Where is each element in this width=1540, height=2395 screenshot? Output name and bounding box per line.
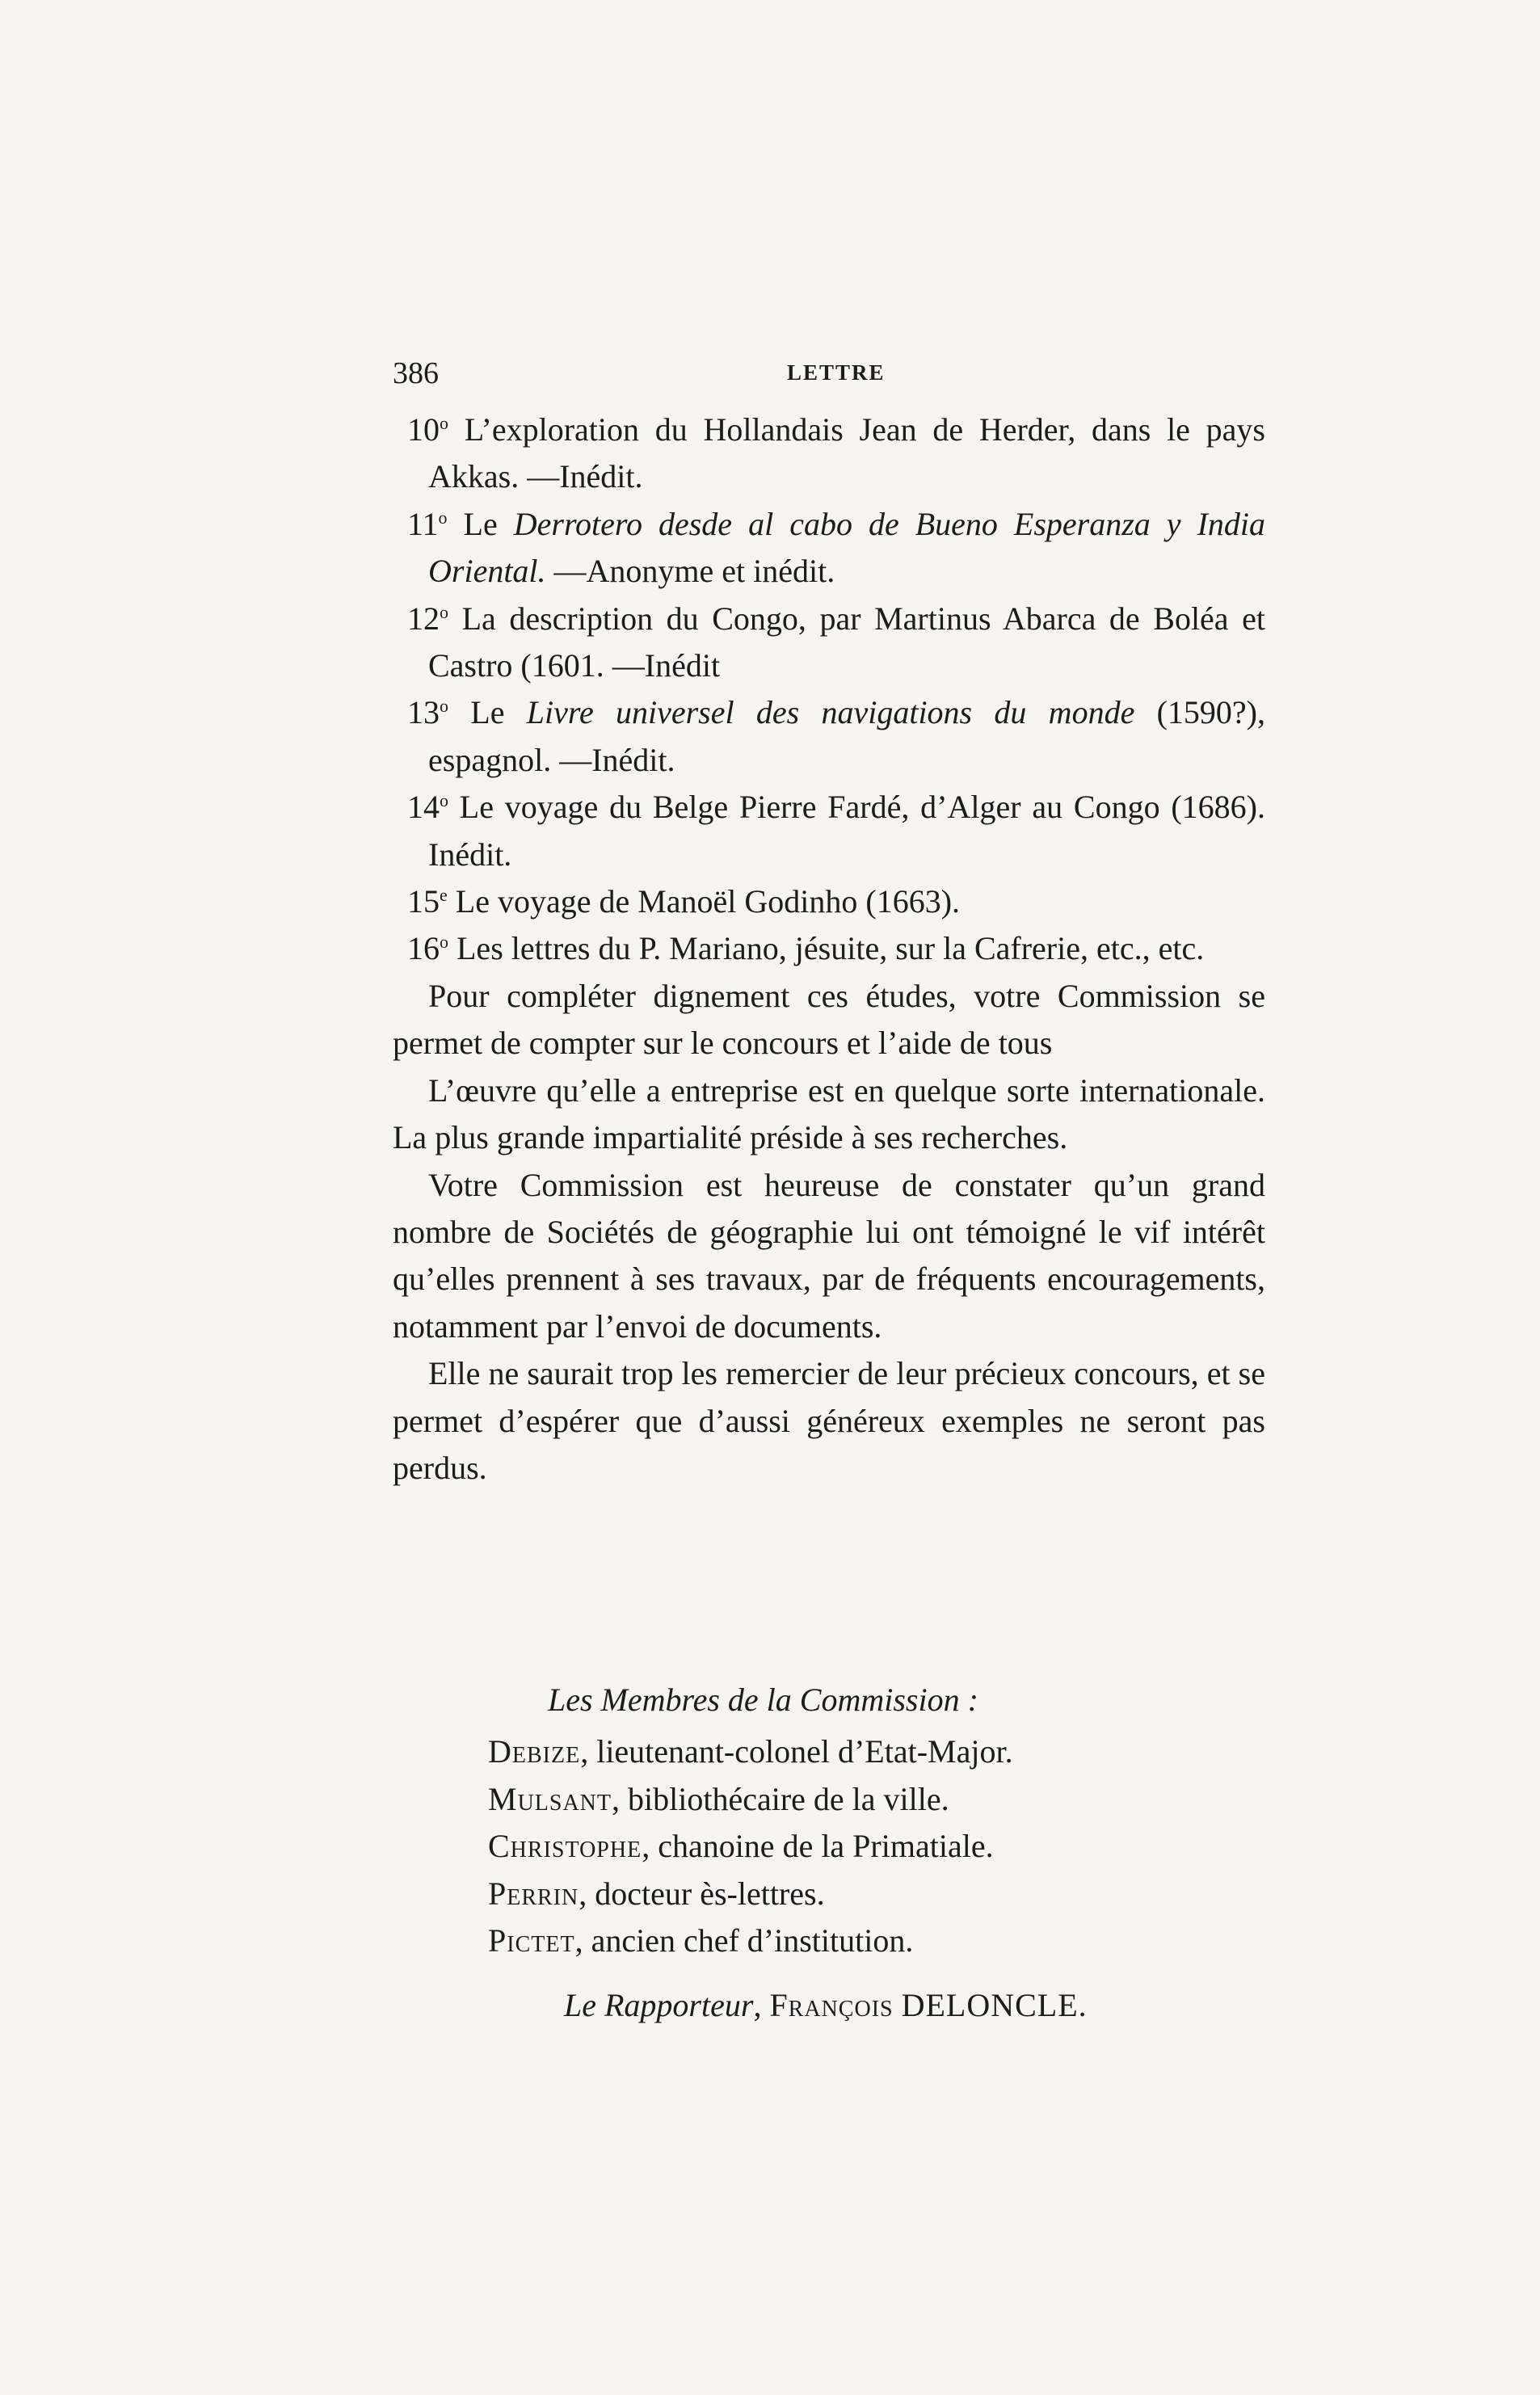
member-line bbox=[393, 1728, 1265, 1775]
item-number: 16 bbox=[407, 930, 440, 967]
member-role: , docteur ès-lettres. bbox=[579, 1875, 825, 1912]
rapporteur-last-name: DELONCLE. bbox=[901, 1987, 1088, 2024]
ordinal-mark: o bbox=[438, 507, 448, 528]
item-number: 15 bbox=[407, 883, 440, 920]
item-text: Le voyage du Belge Pierre Fardé, d’Alger au Congo (1686). Inédit. bbox=[428, 789, 1265, 873]
member-line bbox=[393, 1871, 1265, 1917]
rapporteur-separator: , bbox=[753, 1987, 770, 2024]
list-item bbox=[393, 406, 1265, 501]
item-title: Derrotero desde al cabo de Bueno Esperanza y India Oriental. bbox=[428, 505, 1266, 590]
item-text: Le bbox=[447, 505, 514, 542]
item-text: Le voyage de Manoël Godinho (1663). bbox=[447, 883, 961, 920]
body-text bbox=[393, 406, 1265, 1492]
member-role: , ancien chef d’institution. bbox=[574, 1922, 914, 1959]
member-role: , chanoine de la Primatiale. bbox=[642, 1828, 994, 1865]
item-number: 11 bbox=[407, 505, 439, 542]
member-name: Mulsant bbox=[488, 1780, 612, 1817]
item-number: 10 bbox=[407, 411, 440, 448]
member-role: , bibliothécaire de la ville. bbox=[612, 1780, 949, 1817]
rapporteur-first-name: François bbox=[769, 1987, 894, 2024]
page-number: 386 bbox=[393, 356, 439, 390]
ordinal-mark: o bbox=[440, 932, 448, 953]
list-item bbox=[393, 878, 1265, 925]
list-item bbox=[393, 784, 1265, 878]
item-text: Le bbox=[448, 694, 527, 731]
item-text: L’exploration du Hollandais Jean de Herder, dans le pays Akkas. —Inédit. bbox=[428, 411, 1265, 495]
item-number: 13 bbox=[407, 694, 440, 731]
signature-block bbox=[393, 1677, 1265, 2062]
list-item bbox=[393, 689, 1265, 784]
ordinal-mark: e bbox=[440, 885, 448, 906]
member-name: Christophe bbox=[488, 1828, 642, 1865]
signature-heading: Les Membres de la Commission : bbox=[548, 1682, 978, 1718]
ordinal-mark: o bbox=[440, 413, 448, 433]
item-number: 14 bbox=[407, 789, 440, 826]
rapporteur-line bbox=[393, 1982, 1265, 2029]
list-item bbox=[393, 501, 1265, 596]
paragraph: Pour compléter dignement ces études, votre Commission se permet de compter sur le concours et l’aide de tous bbox=[393, 977, 1265, 1062]
page-header bbox=[393, 356, 1265, 396]
item-text: (1590?), espagnol. —Inédit. bbox=[428, 694, 1265, 778]
ordinal-mark: o bbox=[440, 696, 448, 717]
rapporteur-label: Le Rapporteur bbox=[564, 1987, 754, 2024]
list-item bbox=[393, 596, 1265, 690]
paragraph: L’œuvre qu’elle a entreprise est en quelque sorte internationale. La plus grande impartialité préside à ses recherches. bbox=[393, 1071, 1265, 1156]
item-text: La description du Congo, par Martinus Abarca de Boléa et Castro (1601. —Inédit bbox=[428, 600, 1265, 684]
item-number: 12 bbox=[407, 600, 440, 637]
member-name: Debize bbox=[488, 1733, 581, 1770]
member-role: , lieutenant-colonel d’Etat-Major. bbox=[580, 1733, 1013, 1770]
item-text: Les lettres du P. Mariano, jésuite, sur la Cafrerie, etc., etc. bbox=[448, 930, 1205, 967]
list-item bbox=[393, 925, 1265, 972]
running-title: LETTRE bbox=[787, 360, 886, 385]
item-title: Livre universel des navigations du monde bbox=[526, 694, 1135, 731]
member-line bbox=[393, 1917, 1265, 1964]
ordinal-mark: o bbox=[440, 790, 448, 811]
member-name: Pictet bbox=[488, 1922, 575, 1959]
member-line bbox=[393, 1776, 1265, 1823]
paragraph: Elle ne saurait trop les remercier de leur précieux concours, et se permet d’espérer que d’aussi généreux exemples ne seront pas perdus. bbox=[393, 1355, 1265, 1486]
member-line bbox=[393, 1823, 1265, 1870]
member-name: Perrin bbox=[488, 1875, 579, 1912]
ordinal-mark: o bbox=[440, 601, 448, 622]
paragraph: Votre Commission est heureuse de constater qu’un grand nombre de Sociétés de géographie lui ont témoigné le vif intérêt qu’elles prennent à ses travaux, par de fréquents encouragements, notamment par l’envoi de documents. bbox=[393, 1166, 1265, 1345]
item-text: —Anonyme et inédit. bbox=[545, 553, 835, 590]
